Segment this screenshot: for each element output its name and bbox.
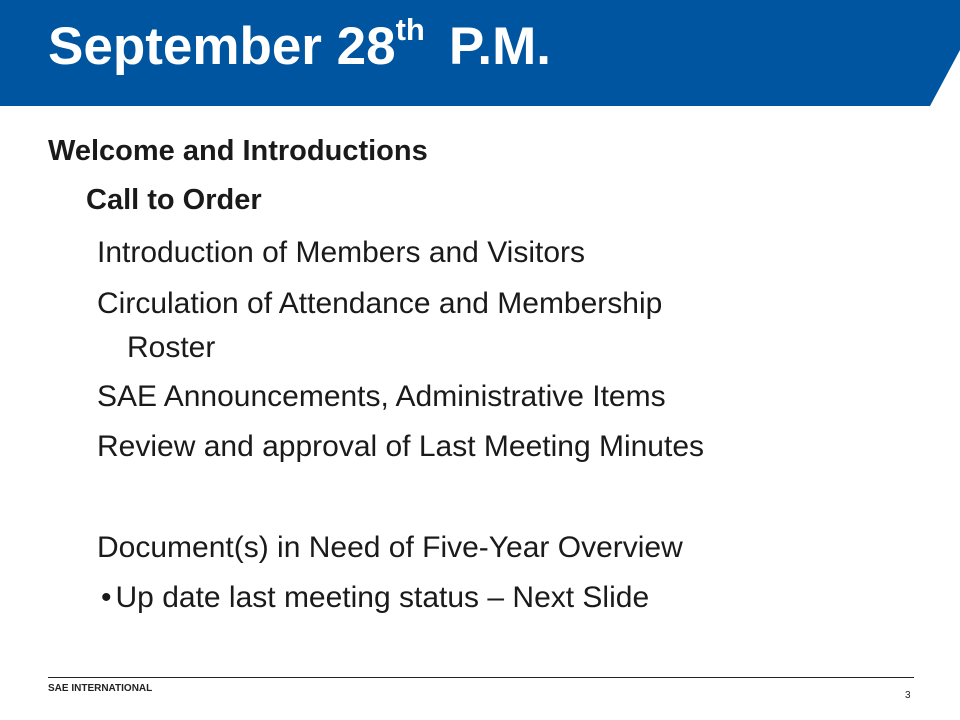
section-subheading: Call to Order [86,184,262,216]
bullet-item-text: Up date last meeting status – Next Slide [115,581,650,614]
agenda-item-announcements: SAE Announcements, Administrative Items [97,380,666,413]
footer-divider [48,677,914,678]
agenda-item-minutes-review: Review and approval of Last Meeting Minutes [97,430,705,463]
slide-title [48,12,551,76]
bullet-item [101,583,649,613]
bullet-dot: • [101,581,112,614]
title-superscript: th [395,12,425,47]
title-suffix: P.M. [448,17,551,76]
section-heading: Welcome and Introductions [48,135,428,167]
title-banner [0,0,960,106]
agenda-item-five-year-overview: Document(s) in Need of Five-Year Overview [97,531,683,564]
title-main: September 28 [48,17,396,76]
agenda-item-circulation-continued: Roster [127,331,216,364]
agenda-item-circulation: Circulation of Attendance and Membership [97,287,663,320]
footer-org: SAE INTERNATIONAL [48,683,153,694]
agenda-item-introductions: Introduction of Members and Visitors [97,236,586,269]
page-number: 3 [905,690,911,701]
